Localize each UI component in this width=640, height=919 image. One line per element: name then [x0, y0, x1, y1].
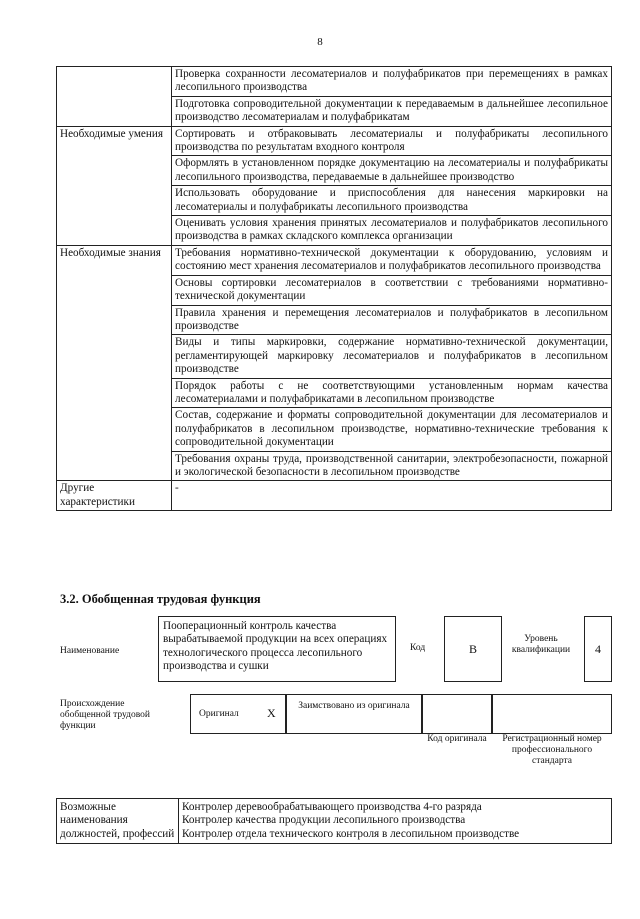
- section-heading: 3.2. Обобщенная трудовая функция: [60, 592, 261, 606]
- positions-table: [56, 798, 612, 844]
- origin-label: Происхождение обобщенной трудовой функции: [60, 699, 150, 731]
- table-cell: Виды и типы маркировки, содержание нормативно-технической документации, регламентирующей маркировку лесоматериалов и полуфабрикатов в лесопильном производстве: [172, 335, 612, 378]
- row-label-knowledge: Необходимые знания: [57, 245, 172, 481]
- borrowed-box: [286, 694, 422, 734]
- table-cell: Подготовка сопроводительной документации к передаваемым в дальнейшее лесопильное производство лесоматериалам и полуфабрикатам: [172, 96, 612, 126]
- position-item: Контролер качества продукции лесопильного производства: [182, 814, 466, 827]
- positions-list: [179, 799, 612, 844]
- original-mark: X: [267, 706, 276, 720]
- row-label-skills: Необходимые умения: [57, 126, 172, 245]
- borrowed-label: Заимствовано из оригинала: [298, 701, 410, 711]
- function-name-box: [158, 616, 396, 682]
- table-cell: Требования охраны труда, производственной санитарии, электробезопасности, пожарной и экологической безопасности в лесопильном производстве: [172, 451, 612, 481]
- level-label: Уровень квалификации: [511, 634, 571, 655]
- table-row: [57, 245, 612, 275]
- page-number: 8: [317, 36, 323, 48]
- original-label: Оригинал: [199, 709, 239, 719]
- row-label-other: Другие характеристики: [57, 481, 172, 511]
- skills-knowledge-table: [56, 66, 612, 511]
- table-row: [57, 67, 612, 97]
- table-cell: -: [172, 481, 612, 511]
- registration-label: Регистрационный номер профессионального стандарта: [502, 734, 602, 766]
- table-cell: Состав, содержание и форматы сопроводительной документации для лесоматериалов и полуфабрикатов в лесопильном производстве, нормативно-технические требования к сопроводительной документации: [172, 408, 612, 451]
- table-cell: Основы сортировки лесоматериалов в соответствии с требованиями нормативно-технической документации: [172, 275, 612, 305]
- level-value: 4: [595, 641, 601, 656]
- row-label: [57, 67, 172, 127]
- table-cell: Сортировать и отбраковывать лесоматериалы и полуфабрикаты лесопильного производства по результатам входного контроля: [172, 126, 612, 156]
- code-box: [444, 616, 502, 682]
- table-cell: Правила хранения и перемещения лесоматериалов и полуфабрикатов в лесопильном производстве: [172, 305, 612, 335]
- level-box: [584, 616, 612, 682]
- positions-label: Возможные наименования должностей, профессий: [57, 799, 179, 844]
- original-box: [190, 694, 286, 734]
- table-cell: Требования нормативно-технической документации к оборудованию, условиям и состоянию мест хранения лесоматериалов и полуфабрикатов лесопильного производства: [172, 245, 612, 275]
- position-item: Контролер деревообрабатывающего производства 4-го разряда: [182, 801, 482, 813]
- table-row: [57, 799, 612, 844]
- code-label: Код: [410, 643, 426, 653]
- registration-box: [492, 694, 612, 734]
- table-row: [57, 481, 612, 511]
- original-code-box: [422, 694, 492, 734]
- original-code-label: Код оригинала: [427, 734, 487, 744]
- table-cell: Оценивать условия хранения принятых лесоматериалов и полуфабрикатов лесопильного производства в рамках складского комплекса организации: [172, 216, 612, 246]
- table-cell: Использовать оборудование и приспособления для нанесения маркировки на лесоматериалы и полуфабрикаты лесопильного производства: [172, 186, 612, 216]
- table-cell: Оформлять в установленном порядке документацию на лесоматериалы и полуфабрикаты лесопильного производства, передаваемые в дальнейшее производство: [172, 156, 612, 186]
- code-value: В: [468, 641, 477, 656]
- table-row: [57, 126, 612, 156]
- name-label: Наименование: [60, 646, 120, 656]
- function-name: Пооперационный контроль качества вырабатываемой продукции на всех операциях технологического процесса лесопильного производства и сушки: [163, 620, 388, 673]
- position-item: Контролер отдела технического контроля в лесопильном производстве: [182, 827, 520, 840]
- table-cell: Порядок работы с не соответствующими установленным нормам качества лесоматериалами и полуфабрикатами в лесопильном производстве: [172, 378, 612, 408]
- table-cell: Проверка сохранности лесоматериалов и полуфабрикатов при перемещениях в рамках лесопильного производства: [172, 67, 612, 97]
